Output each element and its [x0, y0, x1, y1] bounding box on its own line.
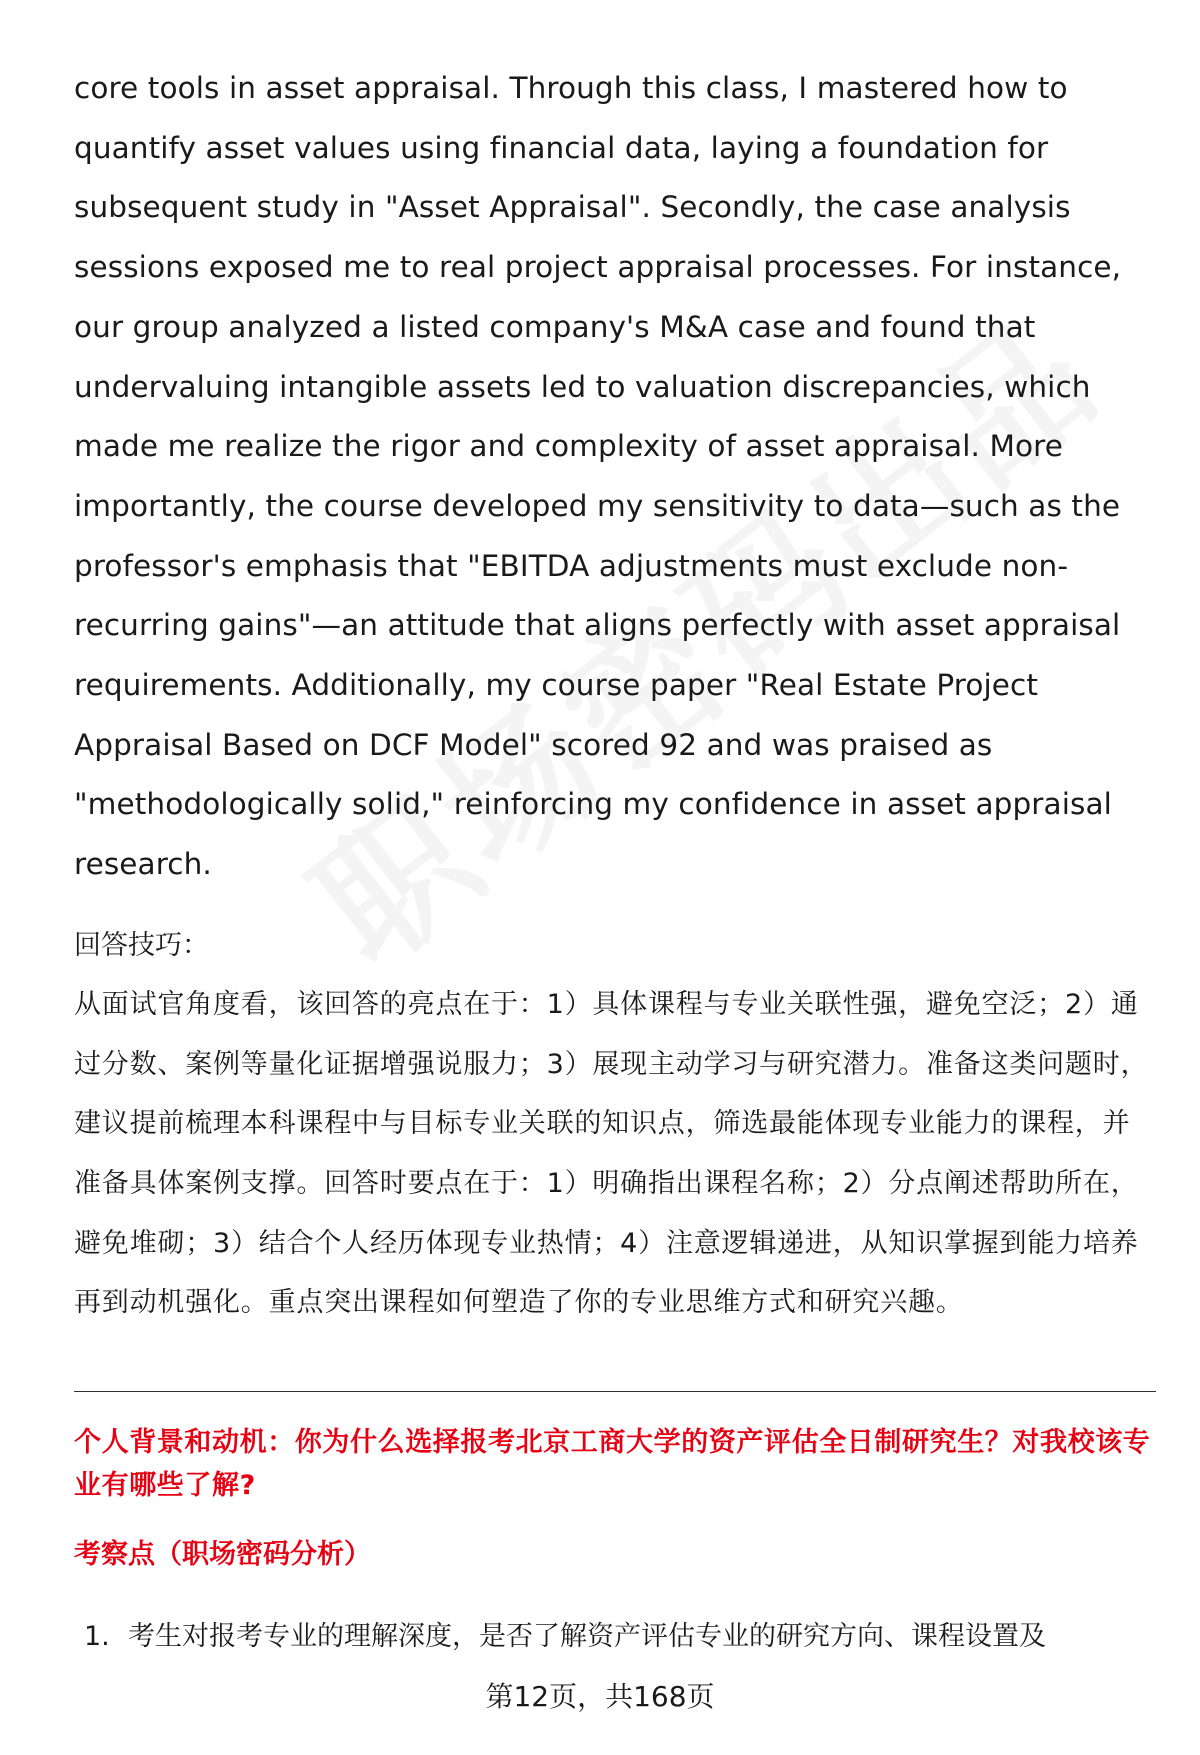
body-paragraph: core tools in asset appraisal. Through this class, I mastered how to quantify asset values using financial data, laying a foundation for subsequent study in "Asset Appraisal". Secondly, the case analysis sessions exposed me to real project appraisal processes. For instance, our group analyzed a listed company's M&A case and found that undervaluing intangible assets led to valuation discrepancies, which made me realize the rigor and complexity of asset appraisal. More importantly, the course developed my sensitivity to data—such as the professor's emphasis that "EBITDA adjustments must exclude non-recurring gains"—an attitude that aligns perfectly with asset appraisal requirements. Additionally, my course paper "Real Estate Project Appraisal Based on DCF Model" scored 92 and was praised as "methodologically solid," reinforcing my confidence in asset appraisal research. — [74, 71, 1122, 882]
section-title: 考察点（职场密码分析） — [74, 1539, 371, 1570]
list-item-number: 1. — [84, 1621, 110, 1652]
page-footer: 第12页，共168页 — [485, 1680, 715, 1713]
list-item — [84, 1612, 1164, 1662]
list-item-text: 考生对报考专业的理解深度，是否了解资产评估专业的研究方向、课程设置及 — [128, 1621, 1046, 1652]
tips-paragraph: 从面试官角度看，该回答的亮点在于：1）具体课程与专业关联性强，避免空泛；2）通过分数、案例等量化证据增强说服力；3）展现主动学习与研究潜力。准备这类问题时，建议提前梳理本科课程中与目标专业关联的知识点，筛选最能体现专业能力的课程，并准备具体案例支撑。回答时要点在于：1）明确指出课程名称；2）分点阐述帮助所在，避免堆砌；3）结合个人经历体现专业热情；4）注意逻辑递进，从知识掌握到能力培养再到动机强化。重点突出课程如何塑造了你的专业思维方式和研究兴趣。 — [74, 988, 1149, 1319]
section-divider — [74, 1391, 1156, 1392]
question-heading: 个人背景和动机：你为什么选择报考北京工商大学的资产评估全日制研究生？对我校该专业有哪些了解? — [74, 1427, 1151, 1501]
page-content — [74, 59, 1154, 1333]
tips-label: 回答技巧： — [74, 929, 209, 961]
assessment-list — [84, 1612, 1164, 1662]
